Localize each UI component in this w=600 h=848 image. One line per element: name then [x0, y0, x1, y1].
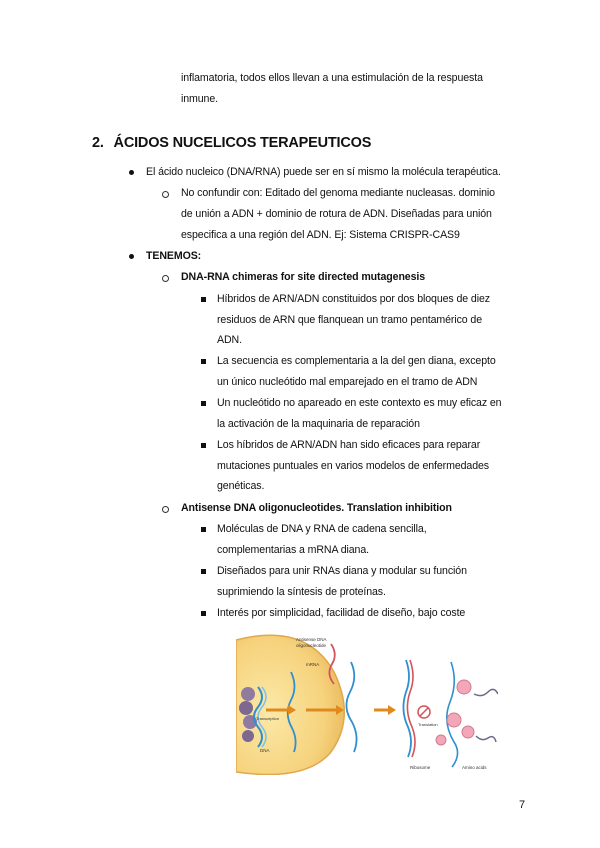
intro-line-2: inmune.	[181, 93, 218, 105]
chimeras-i4-line-1: Los híbridos de ARN/ADN han sido eficaces para reparar	[217, 439, 481, 451]
chimeras-i1-line-1: Híbridos de ARN/ADN constituidos por dos bloques de diez	[217, 293, 490, 305]
antisense-i2-line-1: Diseñados para unir RNAs diana y modular su función	[217, 565, 467, 577]
square-bullet	[201, 401, 206, 406]
antisense-title: Antisense DNA oligonucleotides. Translation inhibition	[181, 502, 452, 514]
sub-bullet-circle	[162, 275, 169, 282]
bullet-1-text: El ácido nucleico (DNA/RNA) puede ser en sí mismo la molécula terapéutica.	[146, 166, 501, 178]
chimeras-i1-line-2: residuos de ARN que flanquean un tramo pentamérico de	[217, 314, 483, 326]
antisense-i1-line-1: Moléculas de DNA y RNA de cadena sencilla,	[217, 523, 427, 535]
antisense-mechanism-figure	[236, 632, 498, 775]
square-bullet	[201, 527, 206, 532]
bullet-dot	[129, 254, 134, 259]
bullet-2-text: TENEMOS:	[146, 250, 202, 262]
chimeras-i4-line-2: mutaciones puntuales en varios modelos de enfermedades	[217, 460, 489, 472]
section-title: ÁCIDOS NUCELICOS TERAPEUTICOS	[113, 135, 372, 151]
chimeras-i3-line-1: Un nucleótido no apareado en este contexto es muy eficaz en	[217, 397, 502, 409]
section-number: 2.	[92, 135, 104, 151]
antisense-i3-line-1: Interés por simplicidad, facilidad de diseño, bajo coste	[217, 607, 466, 619]
chimeras-i4-line-3: genéticas.	[217, 480, 265, 492]
label-translation: Translation	[418, 722, 438, 727]
antisense-i2-line-2: suprimiendo la síntesis de proteínas.	[217, 586, 386, 598]
label-amino-acids: Amino acids	[462, 765, 487, 770]
label-antisense: Antisense DNA	[296, 637, 327, 642]
square-bullet	[201, 569, 206, 574]
square-bullet	[201, 443, 206, 448]
b1-sub-line-3: especifica a una región del ADN. Ej: Sistema CRISPR-CAS9	[181, 229, 460, 241]
b1-sub-line-2: de unión a ADN + dominio de rotura de ADN. Diseñadas para unión	[181, 208, 492, 220]
square-bullet	[201, 359, 206, 364]
chimeras-i3-line-2: la activación de la maquinaria de reparación	[217, 418, 420, 430]
chimeras-i2-line-2: un único nucleótido mal emparejado en el tramo de ADN	[217, 376, 478, 388]
label-oligo: oligonucleotide	[296, 643, 327, 648]
square-bullet	[201, 297, 206, 302]
section-heading	[92, 135, 371, 151]
label-transcription: Transcription	[256, 716, 279, 721]
page-number: 7	[519, 799, 526, 811]
sub-bullet-circle	[162, 506, 169, 513]
b1-sub-line-1: No confundir con: Editado del genoma mediante nucleasas. dominio	[181, 187, 495, 199]
square-bullet	[201, 611, 206, 616]
intro-line-1: inflamatoria, todos ellos llevan a una estimulación de la respuesta	[181, 72, 483, 84]
chimeras-i2-line-1: La secuencia es complementaria a la del gen diana, excepto	[217, 355, 496, 367]
antisense-i1-line-2: complementarias a mRNA diana.	[217, 544, 369, 556]
chimeras-i1-line-3: ADN.	[217, 334, 242, 346]
chimeras-title: DNA-RNA chimeras for site directed mutagenesis	[181, 271, 426, 283]
label-mrna: mRNA	[306, 662, 320, 667]
sub-bullet-circle	[162, 191, 169, 198]
label-ribosome: Ribosome	[410, 765, 431, 770]
bullet-dot	[129, 170, 134, 175]
label-dna: DNA	[260, 748, 270, 753]
